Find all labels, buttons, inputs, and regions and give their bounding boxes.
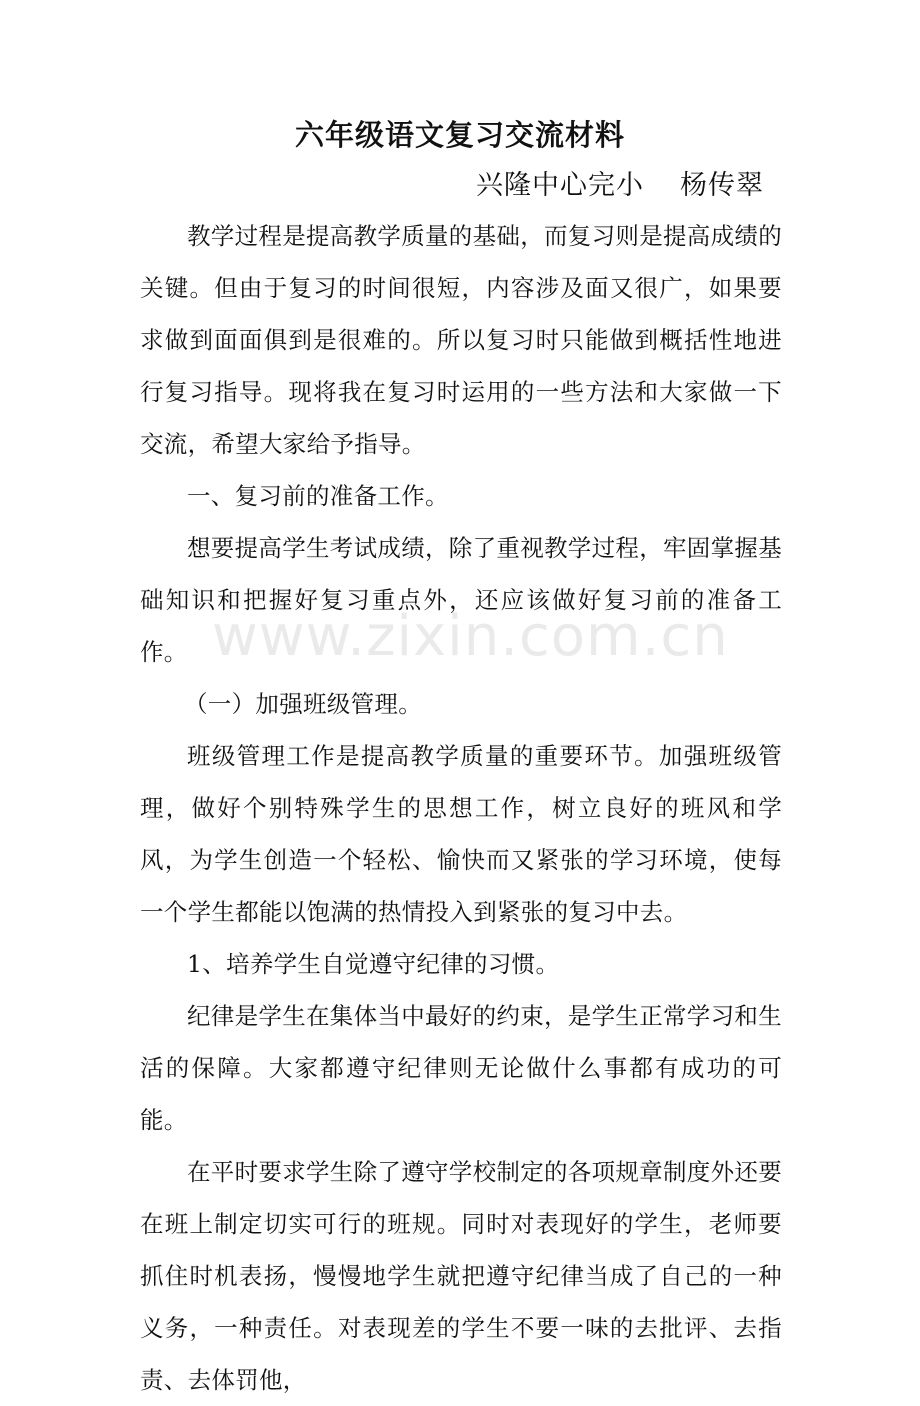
author-school: 兴隆中心完小 [476,170,644,201]
paragraph: 教学过程是提高教学质量的基础，而复习则是提高成绩的关键。但由于复习的时间很短，内容涉及面又很广，如果要求做到面面俱到是很难的。所以复习时只能做到概括性地进行复习指导。现将我在复习时运用的一些方法和大家做一下交流，希望大家给予指导。 [140,222,782,458]
paragraph: 在平时要求学生除了遵守学校制定的各项规章制度外还要在班上制定切实可行的班规。同时对表现好的学生，老师要抓住时机表扬，慢慢地学生就把遵守纪律当成了自己的一种义务，一种责任。对表现差的学生不要一味的去批评、去指责、去体罚他， [140,1158,782,1394]
paragraph: 纪律是学生在集体当中最好的约束，是学生正常学习和生活的保障。大家都遵守纪律则无论做什么事都有成功的可能。 [140,1002,782,1134]
author-name: 杨传翠 [680,170,764,201]
section-heading: 一、复习前的准备工作。 [187,482,449,510]
document-body [140,210,782,1406]
subsection-heading: （一）加强班级管理。 [184,690,422,718]
paragraph: 想要提高学生考试成绩，除了重视教学过程，牢固掌握基础知识和把握好复习重点外，还应该做好复习前的准备工作。 [140,534,782,666]
paragraph: 班级管理工作是提高教学质量的重要环节。加强班级管理，做好个别特殊学生的思想工作，树立良好的班风和学风，为学生创造一个轻松、愉快而又紧张的学习环境，使每一个学生都能以饱满的热情投入到紧张的复习中去。 [140,742,782,926]
subsection-heading: 1、培养学生自觉遵守纪律的习惯。 [187,950,560,978]
watermark-text: www.zixin.com.cn [212,604,729,669]
document-title: 六年级语文复习交流材料 [294,118,625,152]
